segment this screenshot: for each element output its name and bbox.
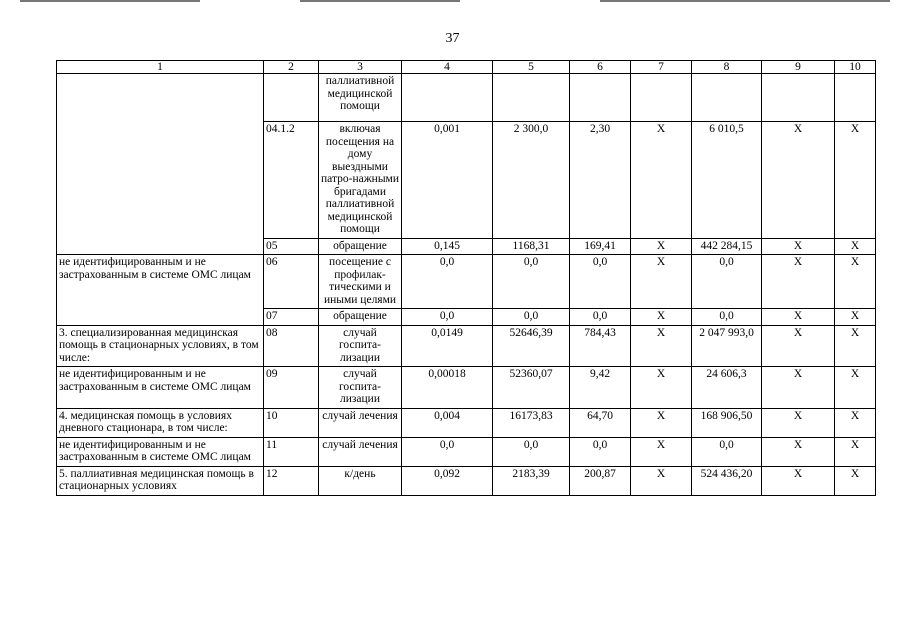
- value-cell: 0,0: [570, 437, 631, 466]
- value-cell: X: [762, 255, 835, 309]
- value-cell: [631, 74, 692, 122]
- value-cell: X: [631, 408, 692, 437]
- value-cell: X: [631, 122, 692, 239]
- unit-cell: случай госпита-лизации: [319, 367, 402, 409]
- value-cell: X: [762, 325, 835, 367]
- value-cell: X: [762, 122, 835, 239]
- value-cell: 0,0: [493, 309, 570, 326]
- table-row: [57, 74, 876, 122]
- value-cell: 0,092: [402, 466, 493, 495]
- value-cell: X: [835, 408, 876, 437]
- value-cell: 0,0: [402, 255, 493, 309]
- statistics-table: [56, 60, 876, 496]
- value-cell: X: [762, 309, 835, 326]
- value-cell: X: [762, 238, 835, 255]
- table-row: [57, 466, 876, 495]
- column-header: 10: [835, 61, 876, 74]
- code-cell: [264, 74, 319, 122]
- row-label-cell: [57, 74, 264, 255]
- value-cell: X: [835, 367, 876, 409]
- value-cell: 0,0: [692, 309, 762, 326]
- column-header: 3: [319, 61, 402, 74]
- value-cell: X: [835, 238, 876, 255]
- value-cell: 2183,39: [493, 466, 570, 495]
- value-cell: X: [835, 466, 876, 495]
- code-cell: 12: [264, 466, 319, 495]
- value-cell: [570, 74, 631, 122]
- code-cell: 09: [264, 367, 319, 409]
- value-cell: 0,0: [402, 309, 493, 326]
- value-cell: 0,0: [692, 255, 762, 309]
- value-cell: 0,0149: [402, 325, 493, 367]
- table-row: [57, 255, 876, 309]
- value-cell: X: [762, 408, 835, 437]
- row-label-cell: не идентифицированным и не застрахованным в системе ОМС лицам: [57, 255, 264, 326]
- unit-cell: к/день: [319, 466, 402, 495]
- value-cell: X: [631, 238, 692, 255]
- unit-cell: случай госпита-лизации: [319, 325, 402, 367]
- value-cell: 0,0: [570, 309, 631, 326]
- value-cell: 0,0: [493, 255, 570, 309]
- value-cell: [762, 74, 835, 122]
- code-cell: 04.1.2: [264, 122, 319, 239]
- value-cell: X: [631, 325, 692, 367]
- value-cell: [835, 74, 876, 122]
- value-cell: X: [631, 367, 692, 409]
- value-cell: 2 047 993,0: [692, 325, 762, 367]
- code-cell: 11: [264, 437, 319, 466]
- value-cell: 0,0: [402, 437, 493, 466]
- unit-cell: случай лечения: [319, 408, 402, 437]
- top-rule-right: [600, 0, 890, 2]
- row-label-cell: не идентифицированным и не застрахованным в системе ОМС лицам: [57, 437, 264, 466]
- value-cell: [402, 74, 493, 122]
- value-cell: X: [631, 437, 692, 466]
- value-cell: 0,00018: [402, 367, 493, 409]
- value-cell: X: [835, 255, 876, 309]
- value-cell: X: [762, 437, 835, 466]
- top-rule-left: [20, 0, 200, 2]
- value-cell: X: [835, 437, 876, 466]
- table-row: [57, 367, 876, 409]
- code-cell: 07: [264, 309, 319, 326]
- row-label-cell: 3. специализированная медицинская помощь в стационарных условиях, в том числе:: [57, 325, 264, 367]
- unit-cell: обращение: [319, 309, 402, 326]
- row-label-cell: 4. медицинская помощь в условиях дневного стационара, в том числе:: [57, 408, 264, 437]
- code-cell: 08: [264, 325, 319, 367]
- value-cell: 524 436,20: [692, 466, 762, 495]
- value-cell: 0,0: [692, 437, 762, 466]
- value-cell: 784,43: [570, 325, 631, 367]
- value-cell: X: [835, 122, 876, 239]
- value-cell: 16173,83: [493, 408, 570, 437]
- value-cell: X: [631, 255, 692, 309]
- value-cell: X: [835, 309, 876, 326]
- value-cell: 24 606,3: [692, 367, 762, 409]
- value-cell: X: [762, 466, 835, 495]
- value-cell: X: [631, 309, 692, 326]
- column-header: 7: [631, 61, 692, 74]
- unit-cell: случай лечения: [319, 437, 402, 466]
- value-cell: 442 284,15: [692, 238, 762, 255]
- unit-cell: обращение: [319, 238, 402, 255]
- value-cell: 1168,31: [493, 238, 570, 255]
- code-cell: 05: [264, 238, 319, 255]
- value-cell: 0,001: [402, 122, 493, 239]
- value-cell: 0,004: [402, 408, 493, 437]
- value-cell: 0,0: [493, 437, 570, 466]
- value-cell: [493, 74, 570, 122]
- unit-cell: посещение с профилак-тическими и иными целями: [319, 255, 402, 309]
- column-header: 5: [493, 61, 570, 74]
- code-cell: 10: [264, 408, 319, 437]
- column-header: 6: [570, 61, 631, 74]
- value-cell: 52646,39: [493, 325, 570, 367]
- column-header: 1: [57, 61, 264, 74]
- table-row: [57, 437, 876, 466]
- value-cell: 168 906,50: [692, 408, 762, 437]
- value-cell: X: [835, 325, 876, 367]
- value-cell: 2,30: [570, 122, 631, 239]
- column-header: 4: [402, 61, 493, 74]
- value-cell: 0,145: [402, 238, 493, 255]
- page-number: 37: [445, 31, 460, 46]
- unit-cell: включая посещения на дому выездными патро-нажными бригадами паллиативной медицинской помощи: [319, 122, 402, 239]
- value-cell: [692, 74, 762, 122]
- value-cell: 9,42: [570, 367, 631, 409]
- row-label-cell: 5. паллиативная медицинская помощь в стационарных условиях: [57, 466, 264, 495]
- row-label-cell: не идентифицированным и не застрахованным в системе ОМС лицам: [57, 367, 264, 409]
- top-rule-middle: [300, 0, 460, 2]
- value-cell: 0,0: [570, 255, 631, 309]
- value-cell: 169,41: [570, 238, 631, 255]
- value-cell: 2 300,0: [493, 122, 570, 239]
- column-number-row: [57, 61, 876, 74]
- value-cell: 64,70: [570, 408, 631, 437]
- column-header: 9: [762, 61, 835, 74]
- column-header: 8: [692, 61, 762, 74]
- value-cell: 6 010,5: [692, 122, 762, 239]
- table-row: [57, 325, 876, 367]
- value-cell: X: [631, 466, 692, 495]
- value-cell: 52360,07: [493, 367, 570, 409]
- column-header: 2: [264, 61, 319, 74]
- value-cell: 200,87: [570, 466, 631, 495]
- unit-cell: паллиативной медицинской помощи: [319, 74, 402, 122]
- table-row: [57, 408, 876, 437]
- value-cell: X: [762, 367, 835, 409]
- code-cell: 06: [264, 255, 319, 309]
